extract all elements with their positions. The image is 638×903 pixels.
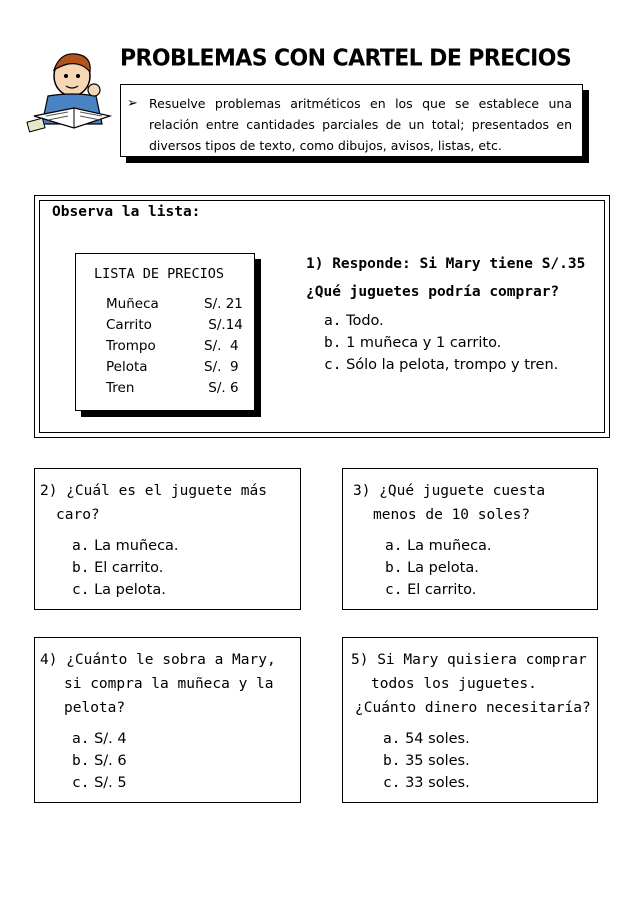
page-title: PROBLEMAS CON CARTEL DE PRECIOS: [120, 45, 572, 72]
option-b[interactable]: b. S/. 6: [72, 753, 127, 769]
question-5-line3: ¿Cuánto dinero necesitaría?: [355, 700, 591, 716]
price-item: Muñeca: [106, 296, 159, 312]
option-a[interactable]: a. S/. 4: [72, 731, 127, 747]
question-3: [342, 468, 598, 610]
option-c[interactable]: c. La pelota.: [72, 582, 166, 598]
option-c[interactable]: c. 33 soles.: [383, 775, 470, 791]
question-4-line1: 4) ¿Cuánto le sobra a Mary,: [40, 652, 276, 668]
observe-label: Observa la lista:: [52, 204, 201, 220]
arrow-bullet-icon: ➢: [127, 96, 138, 111]
option-c[interactable]: c. El carrito.: [385, 582, 477, 598]
question-2: [34, 468, 301, 610]
option-c[interactable]: c. Sólo la pelota, trompo y tren.: [324, 357, 559, 373]
question-1-line2: ¿Qué juguetes podría comprar?: [306, 284, 560, 300]
price-list: [75, 253, 255, 411]
question-2-line2: caro?: [56, 507, 100, 523]
intro-text: Resuelve problemas aritméticos en los que se establece una relación entre cantidades parciales de un total; presentados en diversos tipos de texto, como dibujos, avisos, listas, etc.: [149, 96, 572, 153]
option-b[interactable]: b. La pelota.: [385, 560, 479, 576]
option-a[interactable]: a. La muñeca.: [72, 538, 179, 554]
question-4: [34, 637, 301, 803]
question-5-options: [383, 728, 591, 794]
question-2-line1: 2) ¿Cuál es el juguete más: [40, 483, 267, 499]
price-item: Carrito: [106, 317, 152, 333]
question-5-line2: todos los juguetes.: [371, 676, 537, 692]
question-5: [342, 637, 598, 803]
price-item: Trompo: [106, 338, 156, 354]
question-3-options: [385, 535, 545, 601]
price-value: S/.14: [204, 317, 243, 333]
question-4-line2: si compra la muñeca y la: [64, 676, 274, 692]
price-item: Tren: [106, 380, 135, 396]
question-3-line2: menos de 10 soles?: [373, 507, 531, 523]
price-item: Pelota: [106, 359, 148, 375]
intro-box: [120, 84, 583, 157]
option-b[interactable]: b. 35 soles.: [383, 753, 470, 769]
option-b[interactable]: b. El carrito.: [72, 560, 164, 576]
question-2-options: [72, 535, 267, 601]
question-4-line3: pelota?: [64, 700, 126, 716]
question-1-line1: 1) Responde: Si Mary tiene S/.35: [306, 256, 586, 272]
question-4-options: [72, 728, 276, 794]
option-b[interactable]: b. 1 muñeca y 1 carrito.: [324, 335, 502, 351]
price-value: S/. 4: [204, 338, 239, 354]
question-1: [306, 252, 606, 376]
question-3-line1: 3) ¿Qué juguete cuesta: [353, 483, 546, 499]
option-a[interactable]: a. Todo.: [324, 313, 384, 329]
option-c[interactable]: c. S/. 5: [72, 775, 127, 791]
option-a[interactable]: a. La muñeca.: [385, 538, 492, 554]
student-reading-icon: [24, 46, 120, 136]
price-value: S/. 6: [204, 380, 239, 396]
option-a[interactable]: a. 54 soles.: [383, 731, 470, 747]
price-value: S/. 9: [204, 359, 239, 375]
question-5-line1: 5) Si Mary quisiera comprar: [351, 652, 587, 668]
question-1-options: [324, 310, 606, 376]
price-value: S/. 21: [204, 296, 243, 312]
price-list-heading: LISTA DE PRECIOS: [94, 266, 225, 282]
